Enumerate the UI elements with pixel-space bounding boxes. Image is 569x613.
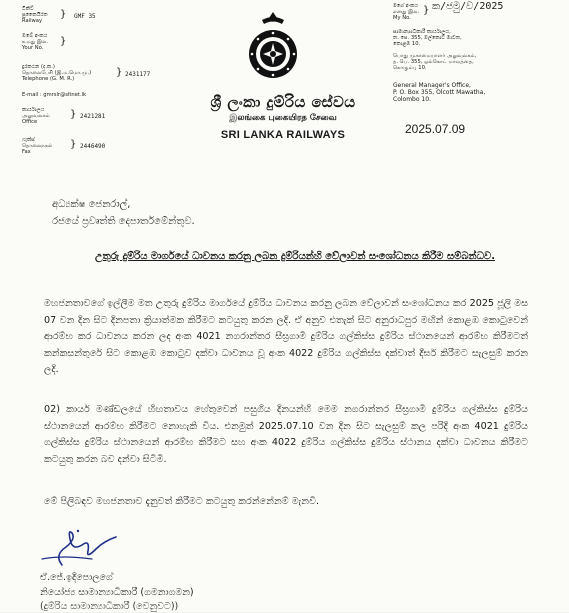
letterhead-name-sinhala: ශ්‍රී ලංකා දුම්රිය සේවය xyxy=(210,93,356,111)
brace: } xyxy=(60,36,67,47)
email[interactable]: E-mail : gmrslr@sltnet.lk xyxy=(22,92,87,98)
letterhead-name-tamil: இலங்கை புகையிரத சேவை xyxy=(229,113,337,123)
fax-number: 2446490 xyxy=(80,143,106,150)
brace: } xyxy=(423,5,430,16)
telephone-label: දුරකථන (ද.ක.) தொலைபேசி (இ.ம.மொ.மு.) Telephone (G. M. R.) xyxy=(22,64,92,82)
letter-subject: උතුරු දුම්රිය මාර්ගයේ ධාවනය කරනු ලබන දුම්රියන්හි වේලාවන් සංශෝධනය කිරීම සම්බන්ධව. xyxy=(94,251,495,262)
address-sinhala: සාමාන්‍යාධිකාරී කාර්යාලය, ත. පෙ. 355, ඔල්කොට් මාවත, කොළඹ 10. xyxy=(393,29,462,47)
your-no-label: ඔබේ අංකය உமது இல. Your No. xyxy=(22,33,49,51)
railway-label: ටිකිට් පුකෛයිරත Railway xyxy=(22,6,48,24)
telephone-number: 2431177 xyxy=(125,71,151,78)
brace: } xyxy=(70,139,77,150)
my-no-label: මගේ අංකය எனது இல. My No. xyxy=(393,3,420,21)
signatory-title-2: (දුම්රිය සාමාන්‍යාධිකාරී (වෙනුවට)) xyxy=(40,601,179,612)
letter-date: 2025.07.09 xyxy=(405,122,466,136)
body-paragraph-2: 02) කාර්ය මණ්ඩලයේ හිඟතාවය හේතුවෙන් පසුගිය දිනයන්හි මෙම නගරාන්තර සීඝ්‍රගාමී දුම්රිය ගල්කිස්ස දුම්රිය ස්ථානයෙන් ආරම්භ කිරීමට නොහැකි විය. එනමුත් 2025.07.10 වන දින සිට සැලසුම් කල පරිදි අංක 4021 දුම්රිය ගල්කිස්ස දුම්රිය ස්ථානයෙන් ආරම්භ කිරීමට සහ අංක 4022 දුම්රිය ගල්කිස්ස දුම්රිය ස්ථානය දක්වා ධාවනය කිරීමට කටයුතු කරන බව දන්වා සිටිමි. xyxy=(44,404,528,465)
address-tamil: பொது முகாமையாளர் அலுவலகம், த. பெ. 355, ஒல்கொட் மாவத்தை, கொழும்பு 10. xyxy=(393,53,477,71)
railway-emblem-logo xyxy=(244,10,302,84)
my-no-value: ක/ජමු/ව/2025 xyxy=(432,1,504,12)
fax-label: ෆැක්ස් தொலைநகல் Fax xyxy=(22,137,53,155)
brace: } xyxy=(116,67,123,78)
office-label: කාර්යාලය அலுவலகம் Office xyxy=(22,107,50,125)
body-paragraph-1: මහජනතාවගේ ඉල්ලීම මත උතුරු දුම්රිය මාර්ගයේ දුම්රිය ධාවනය කරනු ලබන වේලාවන් සංශෝධනය කර 2025 ජූලි මස 07 වන දින සිට දිනපතා ක්‍රියාත්මක කිරීමට කටයුතු කරන ලදි. ඒ අනුව එතැක් සිට අනුරාධපුර මඟින් කොළඹ කොටුවෙන් ආරම්භ කර ධාවනය කරන ලද අංක 4021 නගරාන්තර සීඝ්‍රගාමී දුම්රිය ගල්කිස්ස දුම්රිය ස්ථානයෙන් ආරම්භ කිරීමටත් කන්කසන්තුරේ සිට කොළඹ කොටුව දක්වා ධාවනය වූ අංක 4022 දුම්රිය ගල්කිස්ස දක්වාත් දීර්ඝ කිරීමට සැලසුම් කරන ලදි. xyxy=(44,298,528,376)
body-paragraph-3: මේ පිලිබඳව මහජනතාව දැනුවත් කිරීමට කටයුතු කරන්නේනම් මැනවි. xyxy=(44,496,320,507)
letterhead-name-english: SRI LANKA RAILWAYS xyxy=(220,129,346,141)
brace: } xyxy=(60,9,67,20)
recipient-address xyxy=(52,196,195,230)
signatory-name: ඒ.ජේ.ඉදිපොලගේ xyxy=(40,572,113,583)
brace: } xyxy=(70,109,77,120)
office-number: 2421281 xyxy=(80,113,106,120)
handwritten-signature xyxy=(32,525,122,570)
recipient-line-1: අධ්‍යක්ෂ ජෙනරාල්, xyxy=(52,199,131,210)
recipient-line-2: රජයේ ප්‍රවෘත්ති දෙපාර්තමේන්තුව. xyxy=(52,216,195,227)
address-english: General Manager's Office, P. O. Box 355, Olcott Mawatha, Colombo 10. xyxy=(393,82,486,103)
railway-code: GMF 35 xyxy=(74,13,96,20)
signatory-title: නියෝජ්‍ය සාමාන්‍යාධිකාරී (ගමනාගමන) xyxy=(40,587,194,598)
